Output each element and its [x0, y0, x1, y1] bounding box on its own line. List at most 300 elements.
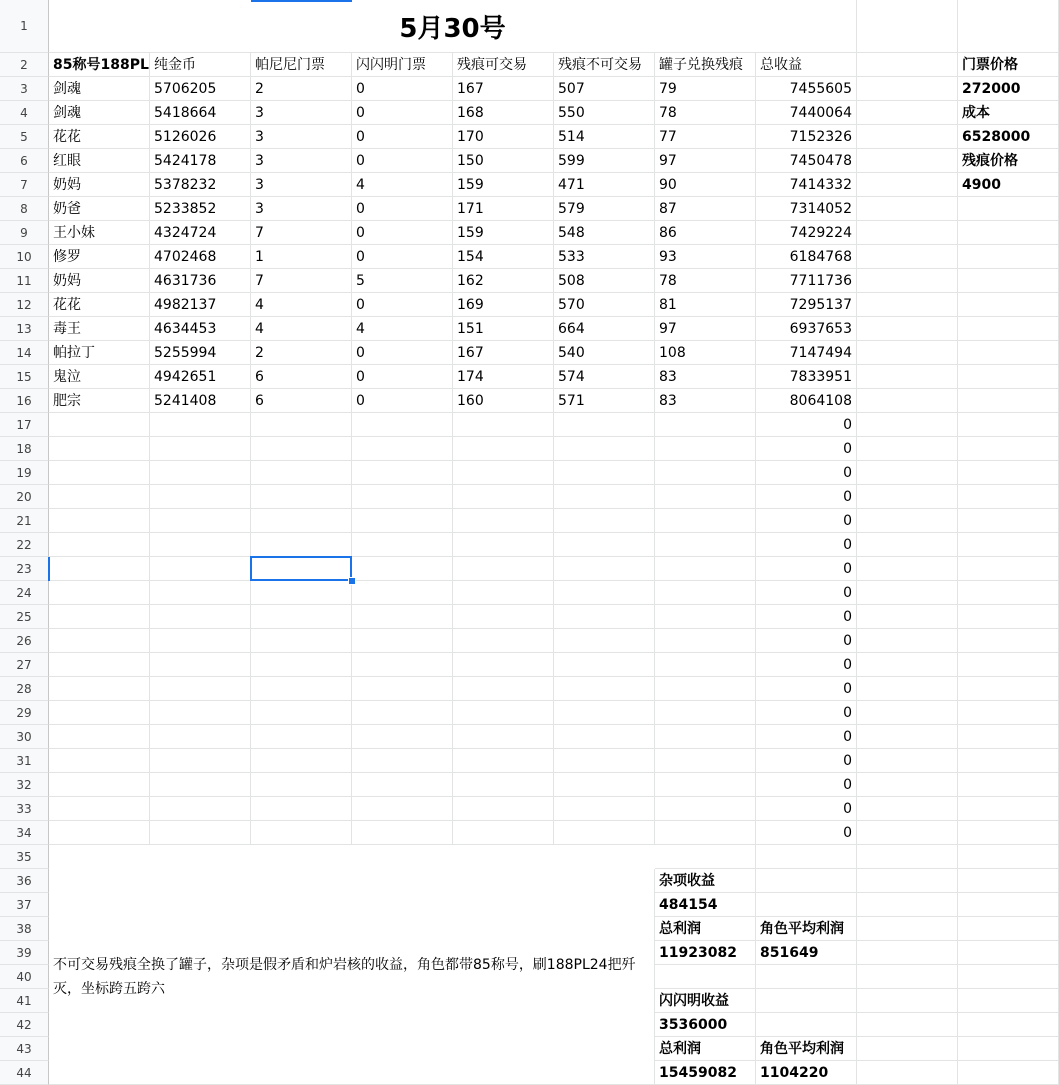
cell[interactable] — [251, 677, 352, 701]
cell[interactable] — [49, 773, 150, 797]
data-cell[interactable]: 4702468 — [150, 245, 251, 269]
data-cell[interactable]: 7295137 — [756, 293, 857, 317]
column-header[interactable]: 纯金币 — [150, 53, 251, 77]
row-header[interactable]: 24 — [0, 581, 49, 605]
cell[interactable] — [251, 509, 352, 533]
column-header[interactable]: 85称号188PL — [49, 53, 150, 77]
character-name[interactable]: 帕拉丁 — [49, 341, 150, 365]
data-cell[interactable]: 83 — [655, 389, 756, 413]
data-cell[interactable]: 533 — [554, 245, 655, 269]
cell[interactable] — [857, 941, 958, 965]
data-cell[interactable]: 159 — [453, 173, 554, 197]
row-header[interactable]: 10 — [0, 245, 49, 269]
row-header[interactable]: 3 — [0, 77, 49, 101]
cell[interactable] — [554, 701, 655, 725]
data-cell[interactable]: 599 — [554, 149, 655, 173]
cell[interactable] — [49, 749, 150, 773]
row-header[interactable]: 42 — [0, 1013, 49, 1037]
cell[interactable] — [958, 653, 1059, 677]
row-header[interactable]: 14 — [0, 341, 49, 365]
data-cell[interactable]: 507 — [554, 77, 655, 101]
cell[interactable] — [756, 965, 857, 989]
cell[interactable] — [958, 581, 1059, 605]
cell[interactable] — [958, 821, 1059, 845]
cell[interactable] — [857, 269, 958, 293]
cell[interactable] — [554, 821, 655, 845]
column-header[interactable]: 闪闪明门票 — [352, 53, 453, 77]
data-cell[interactable]: 5424178 — [150, 149, 251, 173]
cell[interactable] — [150, 797, 251, 821]
row-header[interactable]: 32 — [0, 773, 49, 797]
cell[interactable] — [453, 821, 554, 845]
row-header[interactable]: 40 — [0, 965, 49, 989]
cell[interactable] — [554, 749, 655, 773]
data-cell[interactable]: 170 — [453, 125, 554, 149]
row-header[interactable]: 11 — [0, 269, 49, 293]
row-header[interactable]: 9 — [0, 221, 49, 245]
row-header[interactable]: 21 — [0, 509, 49, 533]
data-cell[interactable]: 7147494 — [756, 341, 857, 365]
cell[interactable] — [857, 1037, 958, 1061]
data-cell[interactable]: 3 — [251, 101, 352, 125]
cell[interactable] — [958, 845, 1059, 869]
cell[interactable] — [958, 893, 1059, 917]
note-text[interactable]: 不可交易残痕全换了罐子，杂项是假矛盾和炉岩核的收益，角色都带85称号，刷188PL24把歼灭，坐标跨五跨六 — [49, 869, 655, 1085]
side-value[interactable]: 272000 — [958, 77, 1059, 101]
cell[interactable] — [958, 0, 1059, 53]
character-name[interactable]: 奶妈 — [49, 173, 150, 197]
cell[interactable] — [352, 437, 453, 461]
cell[interactable] — [49, 701, 150, 725]
row-header[interactable]: 8 — [0, 197, 49, 221]
cell[interactable] — [554, 629, 655, 653]
cell[interactable] — [554, 605, 655, 629]
row-header[interactable]: 18 — [0, 437, 49, 461]
cell[interactable] — [857, 725, 958, 749]
summary-cell[interactable]: 11923082 — [655, 941, 756, 965]
cell[interactable] — [857, 77, 958, 101]
character-name[interactable]: 肥宗 — [49, 389, 150, 413]
row-header[interactable]: 20 — [0, 485, 49, 509]
data-cell[interactable]: 7 — [251, 269, 352, 293]
data-cell[interactable]: 0 — [352, 221, 453, 245]
cell[interactable] — [49, 485, 150, 509]
cell[interactable] — [655, 581, 756, 605]
cell[interactable] — [49, 461, 150, 485]
cell[interactable] — [655, 725, 756, 749]
row-header[interactable]: 6 — [0, 149, 49, 173]
cell[interactable] — [857, 1013, 958, 1037]
total-cell[interactable]: 0 — [756, 413, 857, 437]
cell[interactable] — [958, 725, 1059, 749]
data-cell[interactable]: 150 — [453, 149, 554, 173]
cell[interactable] — [150, 581, 251, 605]
cell[interactable] — [857, 1061, 958, 1085]
data-cell[interactable]: 7711736 — [756, 269, 857, 293]
cell[interactable] — [857, 221, 958, 245]
data-cell[interactable]: 471 — [554, 173, 655, 197]
cell[interactable] — [958, 701, 1059, 725]
cell[interactable] — [554, 413, 655, 437]
cell[interactable] — [453, 629, 554, 653]
cell[interactable] — [857, 917, 958, 941]
row-header[interactable]: 29 — [0, 701, 49, 725]
data-cell[interactable]: 78 — [655, 269, 756, 293]
cell[interactable] — [958, 629, 1059, 653]
cell[interactable] — [554, 653, 655, 677]
cell[interactable] — [857, 365, 958, 389]
cell[interactable] — [857, 317, 958, 341]
cell[interactable] — [857, 989, 958, 1013]
cell[interactable] — [150, 701, 251, 725]
cell[interactable] — [857, 509, 958, 533]
cell[interactable] — [251, 845, 352, 869]
cell[interactable] — [958, 317, 1059, 341]
cell[interactable] — [251, 629, 352, 653]
data-cell[interactable]: 7833951 — [756, 365, 857, 389]
cell[interactable] — [352, 605, 453, 629]
cell[interactable] — [150, 653, 251, 677]
data-cell[interactable]: 0 — [352, 77, 453, 101]
data-cell[interactable]: 171 — [453, 197, 554, 221]
cell[interactable] — [251, 581, 352, 605]
data-cell[interactable]: 5706205 — [150, 77, 251, 101]
cell[interactable] — [251, 773, 352, 797]
cell[interactable] — [251, 437, 352, 461]
cell[interactable] — [453, 845, 554, 869]
cell[interactable] — [49, 797, 150, 821]
data-cell[interactable]: 97 — [655, 317, 756, 341]
cell[interactable] — [857, 797, 958, 821]
cell[interactable] — [958, 941, 1059, 965]
data-cell[interactable]: 174 — [453, 365, 554, 389]
row-header[interactable]: 44 — [0, 1061, 49, 1085]
cell[interactable] — [49, 629, 150, 653]
side-label[interactable]: 残痕价格 — [958, 149, 1059, 173]
cell[interactable] — [49, 605, 150, 629]
column-header[interactable]: 残痕不可交易 — [554, 53, 655, 77]
total-cell[interactable]: 0 — [756, 725, 857, 749]
cell[interactable] — [453, 797, 554, 821]
cell[interactable] — [49, 845, 150, 869]
cell[interactable] — [655, 557, 756, 581]
data-cell[interactable]: 0 — [352, 365, 453, 389]
cell[interactable] — [655, 509, 756, 533]
cell[interactable] — [453, 509, 554, 533]
row-header[interactable]: 26 — [0, 629, 49, 653]
cell[interactable] — [655, 701, 756, 725]
cell[interactable] — [857, 629, 958, 653]
cell[interactable] — [251, 605, 352, 629]
cell[interactable] — [756, 989, 857, 1013]
data-cell[interactable]: 160 — [453, 389, 554, 413]
data-cell[interactable]: 0 — [352, 341, 453, 365]
cell[interactable] — [655, 965, 756, 989]
cell[interactable] — [352, 509, 453, 533]
character-name[interactable]: 花花 — [49, 293, 150, 317]
data-cell[interactable]: 7429224 — [756, 221, 857, 245]
cell[interactable] — [857, 605, 958, 629]
cell[interactable] — [857, 845, 958, 869]
cell[interactable] — [857, 821, 958, 845]
data-cell[interactable]: 571 — [554, 389, 655, 413]
row-header[interactable]: 4 — [0, 101, 49, 125]
column-header[interactable]: 残痕可交易 — [453, 53, 554, 77]
cell[interactable] — [352, 749, 453, 773]
cell[interactable] — [251, 749, 352, 773]
row-header[interactable]: 23 — [0, 557, 49, 581]
data-cell[interactable]: 1 — [251, 245, 352, 269]
side-value[interactable]: 4900 — [958, 173, 1059, 197]
cell[interactable] — [857, 389, 958, 413]
side-label[interactable]: 成本 — [958, 101, 1059, 125]
cell[interactable] — [655, 413, 756, 437]
cell[interactable] — [857, 773, 958, 797]
cell[interactable] — [453, 605, 554, 629]
cell[interactable] — [150, 821, 251, 845]
summary-cell[interactable]: 484154 — [655, 893, 756, 917]
cell[interactable] — [554, 677, 655, 701]
data-cell[interactable]: 508 — [554, 269, 655, 293]
cell[interactable] — [453, 725, 554, 749]
cell[interactable] — [453, 677, 554, 701]
cell[interactable] — [352, 557, 453, 581]
cell[interactable] — [655, 653, 756, 677]
cell[interactable] — [150, 437, 251, 461]
cell[interactable] — [655, 605, 756, 629]
cell[interactable] — [857, 413, 958, 437]
row-header[interactable]: 37 — [0, 893, 49, 917]
row-header[interactable]: 38 — [0, 917, 49, 941]
cell[interactable] — [49, 509, 150, 533]
cell[interactable] — [49, 413, 150, 437]
cell[interactable] — [857, 125, 958, 149]
cell[interactable] — [251, 653, 352, 677]
cell[interactable] — [554, 845, 655, 869]
cell[interactable] — [655, 749, 756, 773]
summary-cell[interactable]: 杂项收益 — [655, 869, 756, 893]
cell[interactable] — [857, 245, 958, 269]
total-cell[interactable]: 0 — [756, 605, 857, 629]
data-cell[interactable]: 5418664 — [150, 101, 251, 125]
total-cell[interactable]: 0 — [756, 773, 857, 797]
cell[interactable] — [150, 509, 251, 533]
cell[interactable] — [655, 461, 756, 485]
data-cell[interactable]: 93 — [655, 245, 756, 269]
total-cell[interactable]: 0 — [756, 581, 857, 605]
total-cell[interactable]: 0 — [756, 653, 857, 677]
row-header[interactable]: 39 — [0, 941, 49, 965]
row-header[interactable]: 13 — [0, 317, 49, 341]
cell[interactable] — [857, 461, 958, 485]
data-cell[interactable]: 0 — [352, 125, 453, 149]
cell[interactable] — [857, 197, 958, 221]
cell[interactable] — [958, 413, 1059, 437]
column-header[interactable]: 总收益 — [756, 53, 857, 77]
cell[interactable] — [958, 677, 1059, 701]
cell[interactable] — [554, 557, 655, 581]
data-cell[interactable]: 0 — [352, 197, 453, 221]
cell[interactable] — [150, 533, 251, 557]
cell[interactable] — [958, 869, 1059, 893]
side-value[interactable]: 6528000 — [958, 125, 1059, 149]
row-header[interactable]: 27 — [0, 653, 49, 677]
cell[interactable] — [857, 965, 958, 989]
data-cell[interactable]: 108 — [655, 341, 756, 365]
cell[interactable] — [857, 0, 958, 53]
character-name[interactable]: 剑魂 — [49, 77, 150, 101]
row-header[interactable]: 25 — [0, 605, 49, 629]
data-cell[interactable]: 7414332 — [756, 173, 857, 197]
total-cell[interactable]: 0 — [756, 533, 857, 557]
data-cell[interactable]: 167 — [453, 341, 554, 365]
data-cell[interactable]: 4942651 — [150, 365, 251, 389]
cell[interactable] — [352, 821, 453, 845]
cell[interactable] — [857, 749, 958, 773]
data-cell[interactable]: 4 — [251, 293, 352, 317]
cell[interactable] — [958, 221, 1059, 245]
data-cell[interactable]: 7 — [251, 221, 352, 245]
total-cell[interactable]: 0 — [756, 821, 857, 845]
data-cell[interactable]: 574 — [554, 365, 655, 389]
cell[interactable] — [958, 197, 1059, 221]
cell[interactable] — [554, 533, 655, 557]
cell[interactable] — [655, 437, 756, 461]
cell[interactable] — [655, 677, 756, 701]
character-name[interactable]: 王小妹 — [49, 221, 150, 245]
cell[interactable] — [150, 629, 251, 653]
row-header[interactable]: 16 — [0, 389, 49, 413]
data-cell[interactable]: 0 — [352, 245, 453, 269]
cell[interactable] — [958, 989, 1059, 1013]
data-cell[interactable]: 540 — [554, 341, 655, 365]
cell[interactable] — [655, 821, 756, 845]
cell[interactable] — [554, 797, 655, 821]
cell[interactable] — [958, 1037, 1059, 1061]
cell[interactable] — [958, 797, 1059, 821]
row-header[interactable]: 35 — [0, 845, 49, 869]
row-header[interactable]: 41 — [0, 989, 49, 1013]
cell[interactable] — [251, 485, 352, 509]
cell[interactable] — [857, 53, 958, 77]
cell[interactable] — [49, 581, 150, 605]
data-cell[interactable]: 159 — [453, 221, 554, 245]
data-cell[interactable]: 151 — [453, 317, 554, 341]
row-header[interactable]: 17 — [0, 413, 49, 437]
character-name[interactable]: 花花 — [49, 125, 150, 149]
cell[interactable] — [655, 485, 756, 509]
cell[interactable] — [554, 461, 655, 485]
cell[interactable] — [453, 653, 554, 677]
cell[interactable] — [49, 533, 150, 557]
total-cell[interactable]: 0 — [756, 557, 857, 581]
cell[interactable] — [453, 773, 554, 797]
row-header[interactable]: 34 — [0, 821, 49, 845]
character-name[interactable]: 鬼泣 — [49, 365, 150, 389]
data-cell[interactable]: 7440064 — [756, 101, 857, 125]
cell[interactable] — [352, 845, 453, 869]
row-header[interactable]: 15 — [0, 365, 49, 389]
cell[interactable] — [49, 557, 150, 581]
cell[interactable] — [453, 581, 554, 605]
data-cell[interactable]: 6184768 — [756, 245, 857, 269]
row-header[interactable]: 2 — [0, 53, 49, 77]
data-cell[interactable]: 0 — [352, 101, 453, 125]
cell[interactable] — [655, 533, 756, 557]
row-header[interactable]: 12 — [0, 293, 49, 317]
data-cell[interactable]: 81 — [655, 293, 756, 317]
data-cell[interactable]: 548 — [554, 221, 655, 245]
cell[interactable] — [352, 653, 453, 677]
data-cell[interactable]: 570 — [554, 293, 655, 317]
cell[interactable] — [352, 677, 453, 701]
cell[interactable] — [554, 509, 655, 533]
cell[interactable] — [958, 1061, 1059, 1085]
cell[interactable] — [453, 485, 554, 509]
summary-cell[interactable]: 总利润 — [655, 917, 756, 941]
cell[interactable] — [352, 533, 453, 557]
data-cell[interactable]: 4 — [251, 317, 352, 341]
data-cell[interactable]: 87 — [655, 197, 756, 221]
data-cell[interactable]: 6937653 — [756, 317, 857, 341]
cell[interactable] — [857, 557, 958, 581]
cell[interactable] — [453, 437, 554, 461]
cell[interactable] — [453, 461, 554, 485]
cell[interactable] — [958, 341, 1059, 365]
column-header[interactable]: 罐子兑换残痕 — [655, 53, 756, 77]
data-cell[interactable]: 579 — [554, 197, 655, 221]
cell[interactable] — [49, 725, 150, 749]
cell[interactable] — [756, 893, 857, 917]
data-cell[interactable]: 5 — [352, 269, 453, 293]
cell[interactable] — [352, 797, 453, 821]
cell[interactable] — [251, 821, 352, 845]
cell[interactable] — [150, 725, 251, 749]
cell[interactable] — [857, 701, 958, 725]
cell[interactable] — [958, 749, 1059, 773]
character-name[interactable]: 修罗 — [49, 245, 150, 269]
total-cell[interactable]: 0 — [756, 749, 857, 773]
cell[interactable] — [857, 485, 958, 509]
data-cell[interactable]: 97 — [655, 149, 756, 173]
cell[interactable] — [453, 749, 554, 773]
cell[interactable] — [958, 965, 1059, 989]
total-cell[interactable]: 0 — [756, 701, 857, 725]
character-name[interactable]: 奶爸 — [49, 197, 150, 221]
data-cell[interactable]: 0 — [352, 389, 453, 413]
cell[interactable] — [958, 485, 1059, 509]
cell[interactable] — [251, 725, 352, 749]
cell[interactable] — [150, 485, 251, 509]
row-header[interactable]: 31 — [0, 749, 49, 773]
data-cell[interactable]: 6 — [251, 365, 352, 389]
data-cell[interactable]: 550 — [554, 101, 655, 125]
total-cell[interactable]: 0 — [756, 437, 857, 461]
data-cell[interactable]: 6 — [251, 389, 352, 413]
cell[interactable] — [150, 557, 251, 581]
cell[interactable] — [554, 773, 655, 797]
cell[interactable] — [251, 701, 352, 725]
character-name[interactable]: 毒王 — [49, 317, 150, 341]
cell[interactable] — [958, 557, 1059, 581]
row-header[interactable]: 7 — [0, 173, 49, 197]
cell[interactable] — [150, 605, 251, 629]
summary-cell[interactable]: 15459082 — [655, 1061, 756, 1085]
cell[interactable] — [150, 413, 251, 437]
cell[interactable] — [453, 701, 554, 725]
cell[interactable] — [655, 845, 756, 869]
cell[interactable] — [958, 437, 1059, 461]
